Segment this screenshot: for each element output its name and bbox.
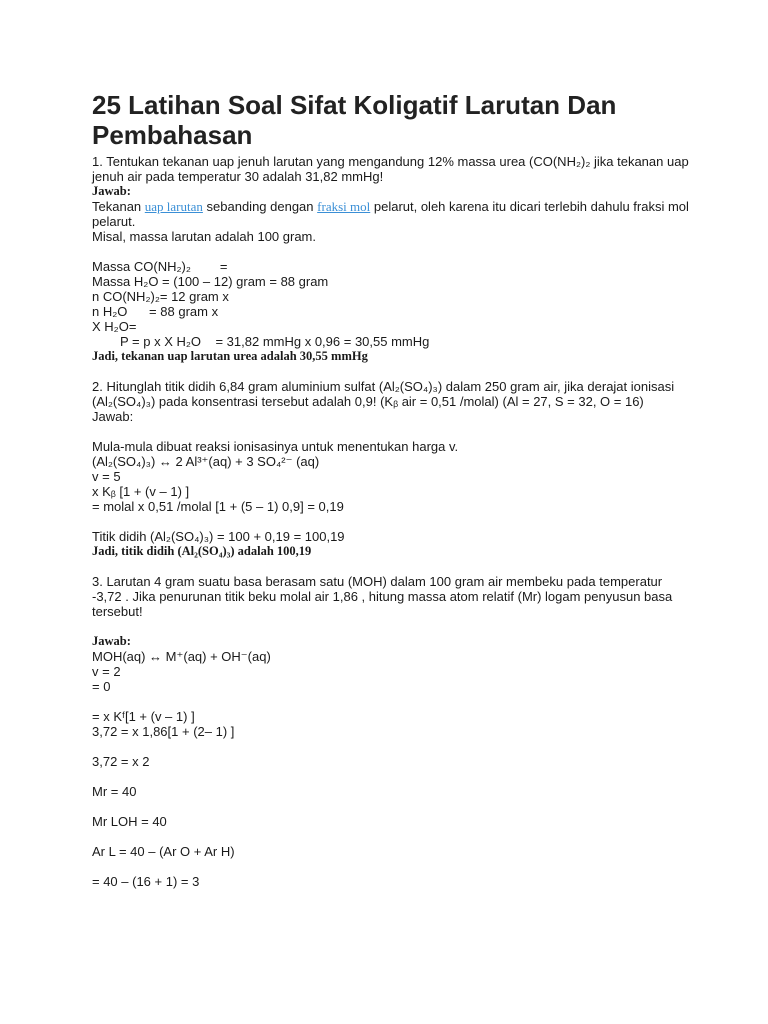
q1-tekanan: Tekanan: [92, 199, 142, 214]
q1-sebanding: sebanding dengan: [206, 199, 314, 214]
q2-line-3: v = 5: [92, 469, 121, 484]
q3-jawab: Jawab:: [92, 634, 131, 648]
page-title: 25 Latihan Soal Sifat Koligatif Larutan Dan Pembahasan: [92, 90, 617, 150]
q3-line-10: = 40 – (16 + 1) = 3: [92, 874, 200, 889]
q3-line-3: = 0: [92, 679, 111, 694]
q1-question: 1. Tentukan tekanan uap jenuh larutan yang mengandung 12% massa urea (CO(NH₂)₂ jika tekanan uap jenuh air pada temperatur 30 adalah 31,82 mmHg!: [92, 154, 693, 184]
q2-line-4: x Kᵦ [1 + (v – 1) ]: [92, 484, 190, 499]
q1-line-3: n CO(NH₂)₂= 12 gram x: [92, 289, 229, 304]
q1-line-6: P = p x X H₂O = 31,82 mmHg x 0,96 = 30,55 mmHg: [120, 334, 430, 349]
q3-line-8: Mr LOH = 40: [92, 814, 167, 829]
q3-line-2: v = 2: [92, 664, 121, 679]
q1-explanation: [92, 199, 692, 229]
q1-misal: Misal, massa larutan adalah 100 gram.: [92, 229, 317, 244]
q1-conclusion: Jadi, tekanan uap larutan urea adalah 30,55 mmHg: [92, 349, 368, 363]
q3-line-7: Mr = 40: [92, 784, 137, 799]
link-uap-larutan[interactable]: uap larutan: [144, 199, 203, 214]
link-fraksi-mol[interactable]: fraksi mol: [317, 199, 371, 214]
q2-line-1: Mula-mula dibuat reaksi ionisasinya untuk menentukan harga v.: [92, 439, 459, 454]
q1-rest: pelarut, oleh karena itu dicari terlebih dahulu fraksi mol pelarut.: [92, 199, 693, 229]
q2-question: 2. Hitunglah titik didih 6,84 gram aluminium sulfat (Al₂(SO₄)₃) dalam 250 gram air, jika derajat ionisasi (Al₂(SO₄)₃) pada konsentrasi tersebut adalah 0,9! (Kᵦ air = 0,51 /molal) (Al = 27, S = 32, O = 16): [92, 379, 678, 409]
q2-line-2: (Al₂(SO₄)₃) ↔ 2 Al³⁺(aq) + 3 SO₄²⁻ (aq): [92, 454, 320, 469]
q2-line-5: = molal x 0,51 /molal [1 + (5 – 1) 0,9] = 0,19: [92, 499, 344, 514]
q2-jawab: Jawab:: [92, 409, 134, 424]
q3-question: 3. Larutan 4 gram suatu basa berasam satu (MOH) dalam 100 gram air membeku pada temperatur -3,72 . Jika penurunan titik beku molal air 1,86 , hitung massa atom relatif (Mr) logam penyusun basa tersebut!: [92, 574, 676, 619]
q3-line-9: Ar L = 40 – (Ar O + Ar H): [92, 844, 235, 859]
q1-line-4: n H₂O = 88 gram x: [92, 304, 219, 319]
q1-jawab: Jawab:: [92, 184, 131, 198]
q2-conclusion: Jadi, titik didih (Al₂(SO₄)₃) adalah 100,19: [92, 544, 312, 558]
document-body: [92, 90, 692, 889]
q1-line-5: X H₂O=: [92, 319, 137, 334]
q3-line-5: 3,72 = x 1,86[1 + (2– 1) ]: [92, 724, 235, 739]
q3-line-4: = x Kᶠ[1 + (v – 1) ]: [92, 709, 195, 724]
q3-line-6: 3,72 = x 2: [92, 754, 150, 769]
q3-line-1: MOH(aq) ↔ M⁺(aq) + OH⁻(aq): [92, 649, 271, 664]
q2-line-6: Titik didih (Al₂(SO₄)₃) = 100 + 0,19 = 100,19: [92, 529, 345, 544]
q1-line-1: Massa CO(NH₂)₂ =: [92, 259, 228, 274]
q1-line-2: Massa H₂O = (100 – 12) gram = 88 gram: [92, 274, 329, 289]
